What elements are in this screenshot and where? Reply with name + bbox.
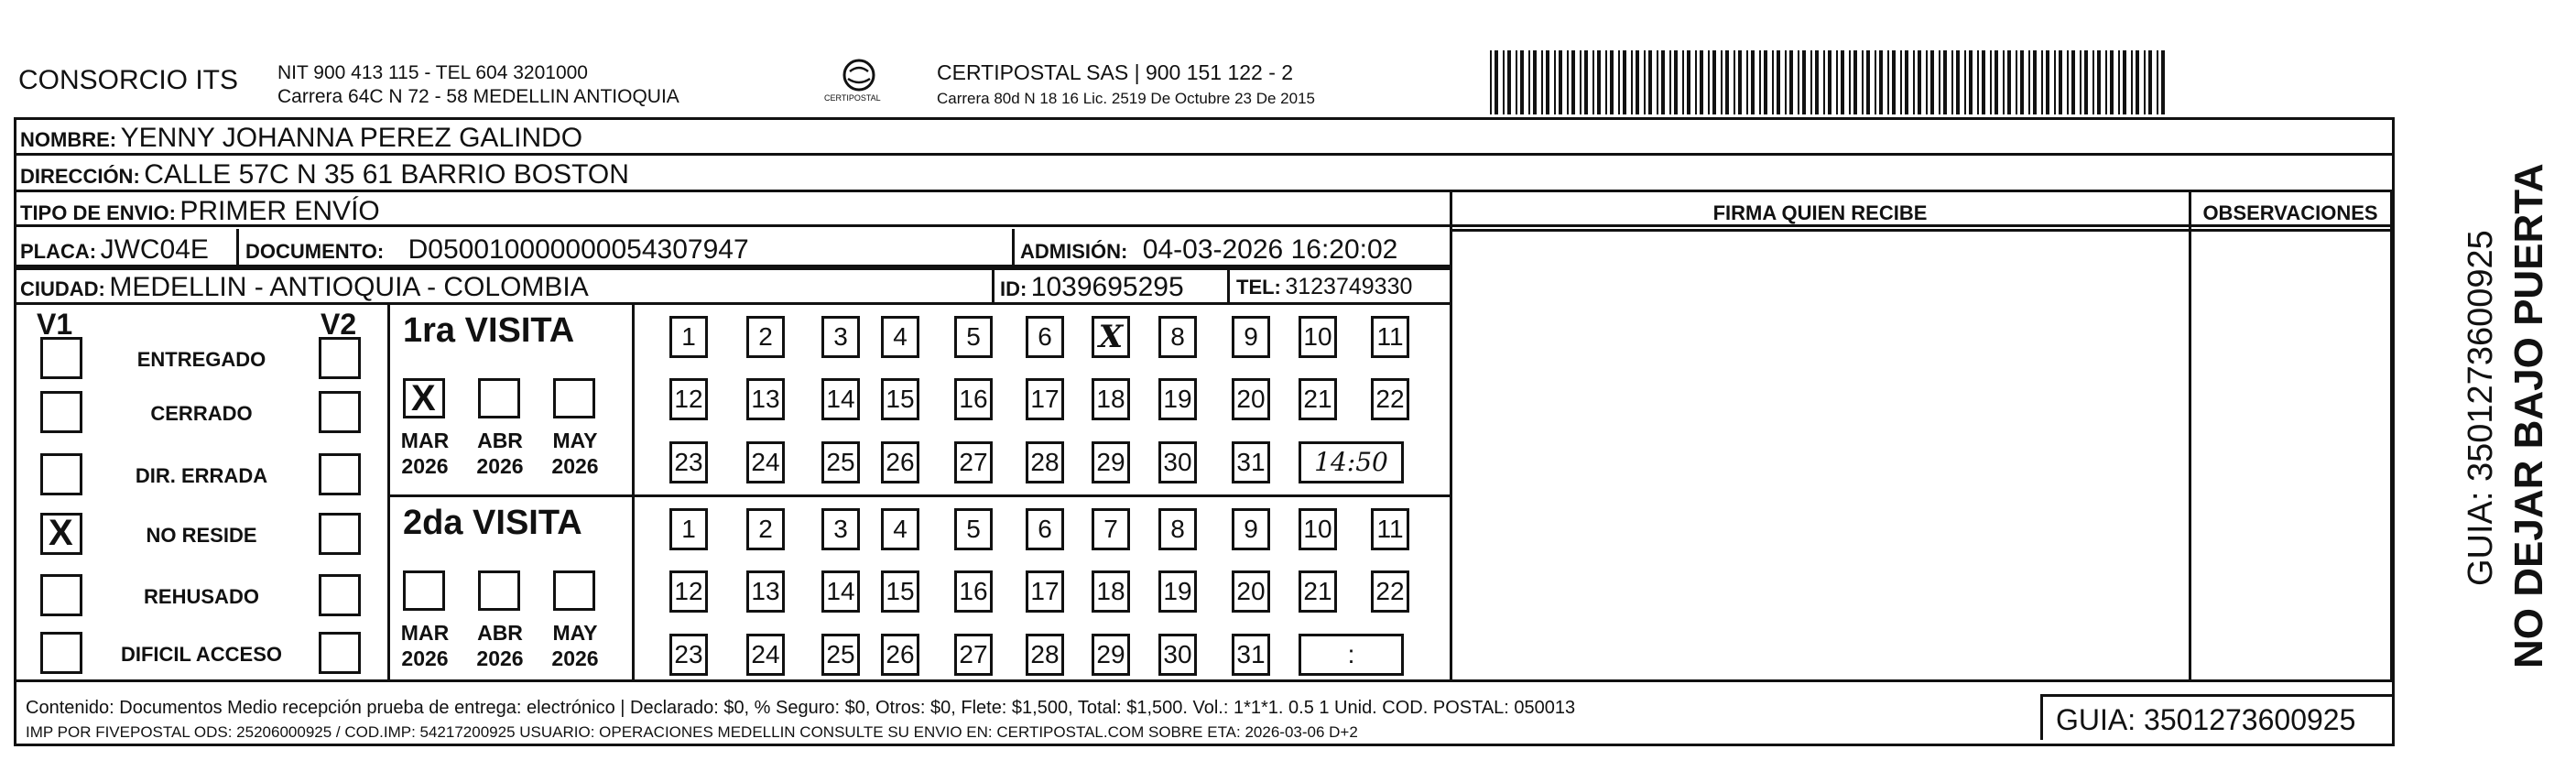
barcode-bar [1956, 50, 1960, 114]
admision-row [1020, 236, 1397, 264]
admision-label: ADMISIÓN: [1020, 240, 1128, 263]
day-box[interactable]: 20 [1232, 378, 1270, 420]
footer-contenido: Contenido: Documentos Medio recepción prueba de entrega: electrónico | Declarado: $0, % Seguro: $0, Otros: $0, Flete: $1,500, Total: $1,500. Vol.: 1*1*1. 0.5 1 Unid. COD. POSTAL: 050013 [26, 698, 1576, 718]
footer-imp: IMP POR FIVEPOSTAL ODS: 25206000925 / COD.IMP: 54217200925 USUARIO: OPERACIONES MEDELLIN CONSULTE SU ENVIO EN: CERTIPOSTAL.COM SOBRE ETA: 2026-03-06 D+2 [26, 723, 1358, 741]
barcode-bar [1580, 50, 1581, 114]
barcode-bar [1554, 50, 1556, 114]
day-box[interactable]: 27 [954, 634, 993, 676]
status-option-label: CERRADO [150, 402, 253, 425]
barcode-bar [2041, 50, 2043, 114]
day-box[interactable]: 26 [881, 441, 919, 483]
barcode-bar [1926, 50, 1928, 114]
carrier-name: CERTIPOSTAL SAS | 900 151 122 - 2 [937, 60, 1294, 84]
day-box[interactable]: 12 [669, 570, 708, 613]
barcode-bar [1546, 50, 1549, 114]
v1-checkbox-4[interactable] [40, 574, 82, 616]
day-box[interactable]: 14 [821, 570, 860, 613]
status-option-label: ENTREGADO [136, 348, 266, 371]
barcode-bar [1964, 50, 1966, 114]
barcode-bar [1516, 50, 1517, 114]
barcode-bar [1605, 50, 1607, 114]
month-label: MAR [400, 621, 450, 645]
year-label: 2026 [476, 454, 524, 478]
month-checkbox-2[interactable] [553, 378, 595, 418]
v2-label: V2 [321, 308, 357, 341]
barcode-bar [1815, 50, 1819, 114]
barcode-bar [2148, 50, 2152, 114]
month-checkbox-1[interactable] [478, 570, 520, 611]
day-box[interactable]: 11 [1371, 508, 1409, 550]
barcode-bar [1798, 50, 1799, 114]
barcode-bar [1810, 50, 1812, 114]
barcode-bar [1875, 50, 1876, 114]
barcode-bar [1636, 50, 1639, 114]
barcode-bar [1648, 50, 1652, 114]
barcode-bar [2059, 50, 2062, 114]
barcode-bar [1905, 50, 1908, 114]
ciudad-row [20, 274, 589, 301]
day-box[interactable]: 11 [1371, 316, 1409, 358]
day-box[interactable]: 1 [669, 508, 708, 550]
barcode-bar [1507, 50, 1511, 114]
day-box[interactable]: 30 [1158, 441, 1197, 483]
tel-label: TEL: [1236, 276, 1281, 299]
barcode-bar [1584, 50, 1588, 114]
barcode-bar [1528, 50, 1530, 114]
barcode-bar [1721, 50, 1723, 114]
day-box[interactable]: 18 [1092, 570, 1130, 613]
day-box[interactable]: 10 [1299, 508, 1337, 550]
year-label: 2026 [476, 646, 524, 670]
company-name: CONSORCIO ITS [18, 65, 239, 95]
barcode-bar [1977, 50, 1979, 114]
month-checkbox-1[interactable] [478, 378, 520, 418]
direccion-row [20, 161, 629, 189]
barcode-bar [1930, 50, 1934, 114]
v2-checkbox-1[interactable] [319, 391, 361, 433]
barcode-bar [2046, 50, 2049, 114]
barcode-bar [1495, 50, 1498, 114]
barcode-bar [1777, 50, 1780, 114]
placa-label: PLACA: [20, 240, 97, 263]
barcode-bar [1759, 50, 1761, 114]
barcode-bar [1520, 50, 1524, 114]
barcode-bar [1623, 50, 1626, 114]
visit-title: 1ra VISITA [403, 311, 575, 350]
barcode-bar [2105, 50, 2107, 114]
day-box[interactable]: 29 [1092, 634, 1130, 676]
documento-label: DOCUMENTO: [245, 240, 385, 263]
day-box[interactable]: 13 [746, 570, 785, 613]
v2-checkbox-5[interactable] [319, 632, 361, 674]
barcode-bar [2067, 50, 2069, 114]
status-option-label: DIFICIL ACCESO [120, 643, 282, 666]
barcode-bar [1533, 50, 1537, 114]
check-mark: X [411, 378, 436, 418]
month-checkbox-0[interactable] [403, 570, 445, 611]
barcode-bar [1725, 50, 1729, 114]
barcode-bar [1682, 50, 1684, 114]
v1-checkbox-5[interactable] [40, 632, 82, 674]
tipo-label: TIPO DE ENVIO: [20, 201, 176, 224]
barcode-bar [1918, 50, 1921, 114]
tipo-row [20, 198, 380, 225]
tel-value: 3123749330 [1285, 274, 1413, 299]
barcode-bar [1900, 50, 1902, 114]
day-box[interactable]: 7 [1092, 508, 1130, 550]
direccion-label: DIRECCIÓN: [20, 165, 140, 188]
barcode-bar [1712, 50, 1716, 114]
barcode-bar [2118, 50, 2120, 114]
nombre-label: NOMBRE: [20, 128, 117, 151]
barcode-bar [2110, 50, 2114, 114]
certipostal-logo-icon [822, 57, 896, 112]
barcode-bar [1841, 50, 1844, 114]
v1-checkbox-3[interactable] [40, 513, 82, 555]
barcode-bar [2020, 50, 2024, 114]
day-box[interactable]: 23 [669, 441, 708, 483]
day-box[interactable]: 3 [821, 316, 860, 358]
barcode-bar [1708, 50, 1710, 114]
year-label: 2026 [401, 454, 449, 478]
barcode-bar [1661, 50, 1665, 114]
v2-checkbox-0[interactable] [319, 337, 361, 379]
day-box[interactable]: 14 [821, 378, 860, 420]
month-label: ABR [477, 621, 523, 645]
day-box[interactable]: 21 [1299, 570, 1337, 613]
v2-checkbox-3[interactable] [319, 513, 361, 555]
day-box[interactable]: 1 [669, 316, 708, 358]
status-option-label: DIR. ERRADA [135, 464, 268, 487]
admision-value: 04-03-2026 16:20:02 [1142, 234, 1398, 265]
direccion-value: CALLE 57C N 35 61 BARRIO BOSTON [144, 159, 629, 190]
barcode-bar [1738, 50, 1742, 114]
barcode-bar [1990, 50, 1992, 114]
barcode-bar [1746, 50, 1748, 114]
day-box[interactable]: 17 [1026, 570, 1064, 613]
status-option-label: REHUSADO [144, 585, 259, 608]
placa-value: JWC04E [100, 234, 209, 265]
v2-checkbox-4[interactable] [319, 574, 361, 616]
barcode-bar [2092, 50, 2094, 114]
day-box[interactable]: 4 [881, 316, 919, 358]
barcode-bar [2136, 50, 2139, 114]
barcode-bar [1866, 50, 1870, 114]
day-box[interactable]: 4 [881, 508, 919, 550]
barcode-bar [1490, 50, 1492, 114]
tipo-value: PRIMER ENVÍO [179, 196, 380, 226]
barcode-bar [1853, 50, 1857, 114]
month-label: MAY [552, 621, 598, 645]
visit-title: 2da VISITA [403, 504, 582, 542]
day-box[interactable]: 8 [1158, 316, 1197, 358]
year-label: 2026 [551, 454, 599, 478]
month-checkbox-2[interactable] [553, 570, 595, 611]
day-box[interactable]: 25 [821, 634, 860, 676]
year-label: 2026 [401, 646, 449, 670]
day-box[interactable]: 29 [1092, 441, 1130, 483]
day-box[interactable]: 5 [954, 508, 993, 550]
certipostal-logo-text: CERTIPOSTAL [824, 93, 881, 103]
barcode-bar [1892, 50, 1896, 114]
barcode-bar [1618, 50, 1620, 114]
day-box[interactable]: 20 [1232, 570, 1270, 613]
barcode-bar [1828, 50, 1831, 114]
barcode-bar [1969, 50, 1973, 114]
id-row [1000, 274, 1184, 301]
barcode-bar [1862, 50, 1864, 114]
day-box[interactable]: 10 [1299, 316, 1337, 358]
barcode-bar [1734, 50, 1735, 114]
day-box[interactable]: 23 [669, 634, 708, 676]
day-box[interactable]: 24 [746, 441, 785, 483]
barcode-bar [1785, 50, 1787, 114]
day-box[interactable]: 22 [1371, 378, 1409, 420]
day-box[interactable]: X [1092, 316, 1130, 358]
tel-row [1236, 276, 1412, 299]
barcode-bar [1559, 50, 1562, 114]
barcode-bar [2007, 50, 2011, 114]
barcode-bar [2131, 50, 2133, 114]
barcode-bar [1610, 50, 1614, 114]
barcode-bar [2028, 50, 2030, 114]
day-box[interactable]: 31 [1232, 634, 1270, 676]
day-box[interactable]: 17 [1026, 378, 1064, 420]
barcode-bar [1657, 50, 1658, 114]
day-box[interactable]: 2 [746, 508, 785, 550]
barcode-bar [1802, 50, 1806, 114]
day-box[interactable]: 31 [1232, 441, 1270, 483]
company-address: Carrera 64C N 72 - 58 MEDELLIN ANTIOQUIA [277, 86, 679, 107]
barcode-bar [2054, 50, 2056, 114]
barcode-bar [1687, 50, 1690, 114]
barcode-bar [1751, 50, 1755, 114]
day-box[interactable]: 19 [1158, 570, 1197, 613]
barcode-bar [1887, 50, 1889, 114]
v2-checkbox-2[interactable] [319, 453, 361, 495]
barcode-bar [2097, 50, 2101, 114]
company-nit: NIT 900 413 115 - TEL 604 3201000 [277, 62, 588, 83]
barcode-bar [1994, 50, 1998, 114]
documento-row [245, 236, 749, 264]
day-box[interactable]: 21 [1299, 378, 1337, 420]
barcode-bar [1644, 50, 1646, 114]
barcode-bar [1951, 50, 1953, 114]
barcode-bar [1789, 50, 1793, 114]
day-box[interactable]: 26 [881, 634, 919, 676]
month-label: MAR [400, 429, 450, 452]
day-box[interactable]: 19 [1158, 378, 1197, 420]
month-label: MAY [552, 429, 598, 452]
day-box[interactable]: 25 [821, 441, 860, 483]
side-guia: GUIA: 3501273600925 [2462, 230, 2500, 586]
day-box[interactable]: 13 [746, 378, 785, 420]
time-box[interactable]: 14:50 [1299, 441, 1404, 483]
day-box[interactable]: 9 [1232, 508, 1270, 550]
barcode-bar [2080, 50, 2081, 114]
barcode-bar [1939, 50, 1940, 114]
barcode-bar [1823, 50, 1825, 114]
day-box[interactable]: 6 [1026, 508, 1064, 550]
barcode-bar [1772, 50, 1774, 114]
firma-header: FIRMA QUIEN RECIBE [1712, 201, 1928, 224]
v1-checkbox-2[interactable] [40, 453, 82, 495]
barcode-bar [1669, 50, 1671, 114]
barcode-bar [2144, 50, 2146, 114]
barcode-bar [2016, 50, 2017, 114]
nombre-value: YENNY JOHANNA PEREZ GALINDO [120, 123, 583, 153]
barcode-bar [1541, 50, 1543, 114]
day-box[interactable]: 15 [881, 378, 919, 420]
barcode-bar [2033, 50, 2037, 114]
month-checkbox-0[interactable] [403, 378, 445, 418]
day-box[interactable]: 6 [1026, 316, 1064, 358]
side-warning: NO DEJAR BAJO PUERTA [2506, 163, 2551, 668]
barcode-bar [1764, 50, 1767, 114]
barcode-bar [1879, 50, 1883, 114]
id-value: 1039695295 [1030, 272, 1184, 302]
day-box[interactable]: 27 [954, 441, 993, 483]
day-box[interactable]: 28 [1026, 441, 1064, 483]
check-mark: X [49, 513, 73, 553]
day-box[interactable]: 12 [669, 378, 708, 420]
barcode-bar [1597, 50, 1601, 114]
barcode-bar [1631, 50, 1633, 114]
barcode-bar [2084, 50, 2088, 114]
barcode-bar [2003, 50, 2005, 114]
barcode-bar [1836, 50, 1838, 114]
barcode-bar [1571, 50, 1575, 114]
day-box[interactable]: 22 [1371, 570, 1409, 613]
barcode-bar [2071, 50, 2075, 114]
barcode-icon [1488, 50, 2166, 114]
nombre-row [20, 125, 582, 152]
v1-label: V1 [37, 308, 73, 341]
day-box[interactable]: 18 [1092, 378, 1130, 420]
barcode-bar [1913, 50, 1915, 114]
day-box[interactable]: 2 [746, 316, 785, 358]
barcode-bar [1695, 50, 1697, 114]
day-box[interactable]: 9 [1232, 316, 1270, 358]
barcode-bar [2123, 50, 2126, 114]
barcode-bar [1503, 50, 1505, 114]
v1-checkbox-1[interactable] [40, 391, 82, 433]
ciudad-value: MEDELLIN - ANTIOQUIA - COLOMBIA [109, 272, 589, 302]
barcode-bar [1592, 50, 1594, 114]
status-option-label: NO RESIDE [146, 524, 257, 547]
barcode-bar [2157, 50, 2158, 114]
day-box[interactable]: 16 [954, 570, 993, 613]
day-box[interactable]: 24 [746, 634, 785, 676]
barcode-bar [1849, 50, 1851, 114]
barcode-bar [2161, 50, 2165, 114]
day-box[interactable]: 16 [954, 378, 993, 420]
day-box[interactable]: 3 [821, 508, 860, 550]
day-box[interactable]: 15 [881, 570, 919, 613]
footer-guia: GUIA: 3501273600925 [2056, 703, 2356, 736]
observaciones-header: OBSERVACIONES [2202, 201, 2378, 224]
day-box[interactable]: 5 [954, 316, 993, 358]
barcode-bar [1674, 50, 1678, 114]
barcode-bar [1700, 50, 1703, 114]
day-box[interactable]: 28 [1026, 634, 1064, 676]
ciudad-label: CIUDAD: [20, 277, 105, 300]
year-label: 2026 [551, 646, 599, 670]
id-label: ID: [1000, 277, 1027, 300]
v1-checkbox-0[interactable] [40, 337, 82, 379]
barcode-bar [1567, 50, 1569, 114]
carrier-address: Carrera 80d N 18 16 Lic. 2519 De Octubre 23 De 2015 [937, 90, 1315, 107]
placa-row [20, 236, 209, 264]
time-box[interactable]: : [1299, 634, 1404, 676]
barcode-bar [1943, 50, 1947, 114]
day-box[interactable]: 30 [1158, 634, 1197, 676]
day-box[interactable]: 8 [1158, 508, 1197, 550]
documento-value: D050010000000054307947 [408, 234, 749, 265]
month-label: ABR [477, 429, 523, 452]
barcode-bar [1982, 50, 1985, 114]
